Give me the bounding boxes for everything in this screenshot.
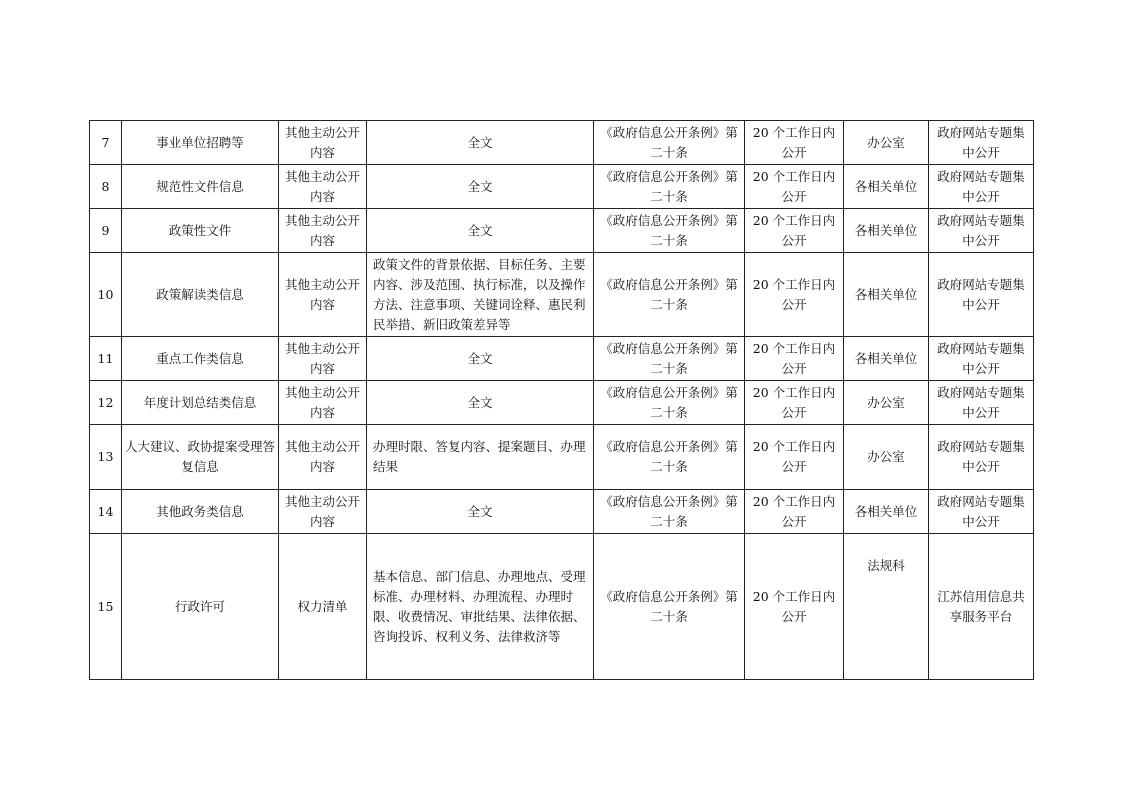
time-limit: 20 个工作日内公开 [745, 425, 844, 490]
table-row [90, 381, 1034, 425]
time-limit: 20 个工作日内公开 [745, 534, 844, 680]
content: 办理时限、答复内容、提案题目、办理结果 [367, 425, 594, 490]
item-name: 重点工作类信息 [122, 337, 279, 381]
content: 全文 [367, 337, 594, 381]
item-name: 年度计划总结类信息 [122, 381, 279, 425]
responsible-unit: 办公室 [844, 381, 929, 425]
responsible-unit: 各相关单位 [844, 165, 929, 209]
table-row [90, 425, 1034, 490]
basis: 《政府信息公开条例》第二十条 [594, 425, 745, 490]
responsible-unit: 各相关单位 [844, 253, 929, 337]
channel: 政府网站专题集中公开 [929, 425, 1034, 490]
responsible-unit: 法规科 [844, 534, 929, 680]
category: 其他主动公开内容 [279, 121, 367, 165]
time-limit: 20 个工作日内公开 [745, 337, 844, 381]
category: 其他主动公开内容 [279, 253, 367, 337]
basis: 《政府信息公开条例》第二十条 [594, 165, 745, 209]
row-number: 9 [90, 209, 122, 253]
content: 全文 [367, 209, 594, 253]
content: 政策文件的背景依据、目标任务、主要内容、涉及范围、执行标准，以及操作方法、注意事项、关键词诠释、惠民利民举措、新旧政策差异等 [367, 253, 594, 337]
basis: 《政府信息公开条例》第二十条 [594, 534, 745, 680]
disclosure-table [89, 120, 1034, 680]
item-name: 事业单位招聘等 [122, 121, 279, 165]
responsible-unit: 各相关单位 [844, 337, 929, 381]
time-limit: 20 个工作日内公开 [745, 253, 844, 337]
channel: 江苏信用信息共享服务平台 [929, 534, 1034, 680]
channel: 政府网站专题集中公开 [929, 165, 1034, 209]
category: 其他主动公开内容 [279, 337, 367, 381]
time-limit: 20 个工作日内公开 [745, 209, 844, 253]
item-name: 行政许可 [122, 534, 279, 680]
channel: 政府网站专题集中公开 [929, 337, 1034, 381]
row-number: 11 [90, 337, 122, 381]
basis: 《政府信息公开条例》第二十条 [594, 337, 745, 381]
category: 其他主动公开内容 [279, 425, 367, 490]
item-name: 规范性文件信息 [122, 165, 279, 209]
table-row [90, 534, 1034, 680]
table-row [90, 165, 1034, 209]
category: 其他主动公开内容 [279, 381, 367, 425]
category: 其他主动公开内容 [279, 209, 367, 253]
table-row [90, 253, 1034, 337]
category: 权力清单 [279, 534, 367, 680]
item-name: 政策性文件 [122, 209, 279, 253]
responsible-unit: 办公室 [844, 121, 929, 165]
channel: 政府网站专题集中公开 [929, 209, 1034, 253]
responsible-unit: 各相关单位 [844, 209, 929, 253]
row-number: 12 [90, 381, 122, 425]
content: 全文 [367, 121, 594, 165]
category: 其他主动公开内容 [279, 165, 367, 209]
row-number: 14 [90, 490, 122, 534]
responsible-unit: 各相关单位 [844, 490, 929, 534]
category: 其他主动公开内容 [279, 490, 367, 534]
channel: 政府网站专题集中公开 [929, 121, 1034, 165]
content: 全文 [367, 165, 594, 209]
item-name: 其他政务类信息 [122, 490, 279, 534]
content: 全文 [367, 381, 594, 425]
basis: 《政府信息公开条例》第二十条 [594, 253, 745, 337]
basis: 《政府信息公开条例》第二十条 [594, 121, 745, 165]
content: 全文 [367, 490, 594, 534]
basis: 《政府信息公开条例》第二十条 [594, 490, 745, 534]
item-name: 政策解读类信息 [122, 253, 279, 337]
time-limit: 20 个工作日内公开 [745, 381, 844, 425]
row-number: 10 [90, 253, 122, 337]
time-limit: 20 个工作日内公开 [745, 165, 844, 209]
channel: 政府网站专题集中公开 [929, 490, 1034, 534]
row-number: 8 [90, 165, 122, 209]
basis: 《政府信息公开条例》第二十条 [594, 209, 745, 253]
row-number: 13 [90, 425, 122, 490]
table-row [90, 209, 1034, 253]
time-limit: 20 个工作日内公开 [745, 490, 844, 534]
item-name: 人大建议、政协提案受理答复信息 [122, 425, 279, 490]
channel: 政府网站专题集中公开 [929, 381, 1034, 425]
content: 基本信息、部门信息、办理地点、受理标准、办理材料、办理流程、办理时限、收费情况、审批结果、法律依据、咨询投诉、权利义务、法律救济等 [367, 534, 594, 680]
table-row [90, 337, 1034, 381]
row-number: 7 [90, 121, 122, 165]
time-limit: 20 个工作日内公开 [745, 121, 844, 165]
channel: 政府网站专题集中公开 [929, 253, 1034, 337]
basis: 《政府信息公开条例》第二十条 [594, 381, 745, 425]
table-row [90, 121, 1034, 165]
table-row [90, 490, 1034, 534]
responsible-unit: 办公室 [844, 425, 929, 490]
row-number: 15 [90, 534, 122, 680]
